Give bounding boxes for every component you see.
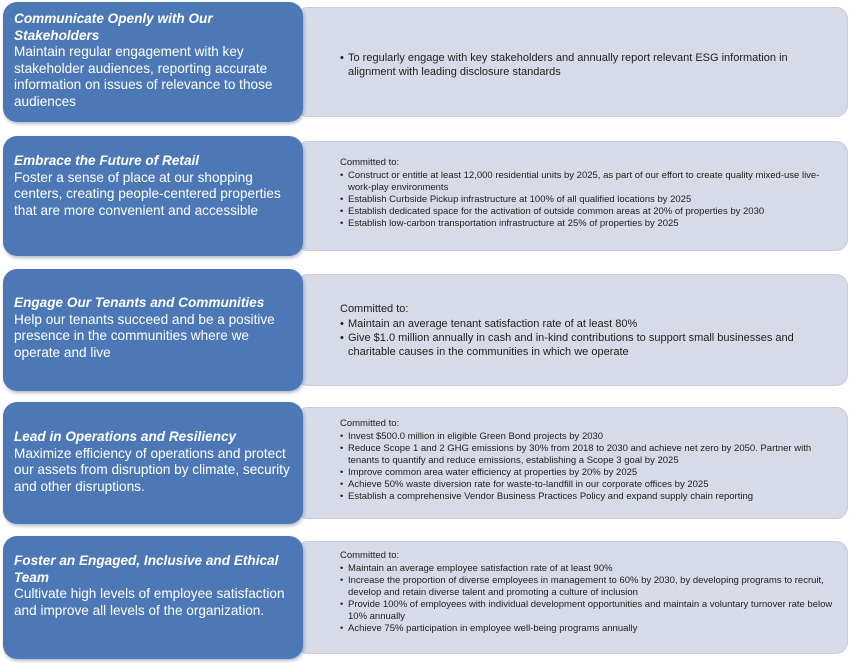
committed-label: Committed to: (340, 418, 400, 429)
pillar-row-communicate (0, 2, 850, 122)
commitment-item (340, 206, 836, 218)
commitment-text: Invest $500.0 million in eligible Green Bond projects by 2030 (348, 431, 604, 442)
commitment-item (340, 563, 836, 575)
commitment-item (340, 599, 836, 623)
commitments-list (340, 155, 836, 230)
bullet-icon: • (340, 52, 344, 64)
pillar-description: Help our tenants succeed and be a positive presence in the communities where we operate and live (14, 311, 275, 360)
commitment-item (340, 575, 836, 599)
commitment-item (340, 51, 836, 79)
commitment-text: Improve common area water efficiency at properties by 20% by 2025 (348, 467, 638, 478)
bullet-icon: • (340, 170, 344, 181)
commitment-item (340, 491, 836, 503)
pillar-description: Maintain regular engagement with key stakeholder audiences, reporting accurate information on issues of relevance to those audiences (14, 44, 273, 109)
pillar-row-operations (0, 402, 850, 524)
commitments-list (340, 51, 836, 79)
commitment-item (340, 431, 836, 443)
bullet-icon: • (340, 218, 344, 229)
bullet-icon: • (340, 479, 344, 490)
commitment-text: Increase the proportion of diverse employees in management to 60% by 2030, by developing programs to recruit, develop and retain diverse talent and promoting a culture of inclusion (348, 575, 824, 598)
pillar-title: Embrace the Future of Retail (14, 153, 200, 168)
pillar-heading-box (3, 402, 303, 524)
commitment-text: Establish a comprehensive Vendor Business Practices Policy and expand supply chain reporting (348, 491, 754, 502)
commitment-text: Reduce Scope 1 and 2 GHG emissions by 30% from 2018 to 2030 and achieve net zero by 2050. Partner with tenants to quantify and reduce emissions, establishing a Scope 3 goal by 2025 (348, 443, 812, 466)
commitment-item (340, 218, 836, 230)
commitment-item (340, 467, 836, 479)
pillar-title: Communicate Openly with Our Stakeholders (14, 11, 213, 43)
commitment-text: Maintain an average tenant satisfaction rate of at least 80% (348, 318, 638, 330)
pillar-description: Cultivate high levels of employee satisfaction and improve all levels of the organization. (14, 586, 285, 618)
commitment-text: Achieve 75% participation in employee well-being programs annually (348, 623, 638, 634)
pillar-row-team (0, 536, 850, 659)
commitments-list (340, 301, 836, 359)
commitment-text: Achieve 50% waste diversion rate for waste-to-landfill in our corporate offices by 2025 (348, 479, 709, 490)
bullet-icon: • (340, 467, 344, 478)
pillar-description: Foster a sense of place at our shopping centers, creating people-centered properties that are more convenient and accessible (14, 169, 281, 218)
commitment-item (340, 194, 836, 206)
commitment-item (340, 623, 836, 635)
pillar-row-retail (0, 136, 850, 256)
commitment-text: Establish dedicated space for the activation of outside common areas at 20% of properties by 2030 (348, 206, 765, 217)
commitment-item (340, 331, 836, 359)
commitment-text: Establish Curbside Pickup infrastructure at 100% of all qualified locations by 2025 (348, 194, 692, 205)
commitment-text: To regularly engage with key stakeholders and annually report relevant ESG information in alignment with leading disclosure standards (348, 52, 788, 78)
pillar-heading-box (3, 269, 303, 391)
commitment-item (340, 479, 836, 491)
pillar-heading-box (3, 536, 303, 659)
bullet-icon: • (340, 575, 344, 586)
committed-label: Committed to: (340, 157, 400, 168)
commitments-list (340, 548, 836, 635)
commitment-item (340, 317, 836, 331)
pillar-description: Maximize efficiency of operations and protect our assets from disruption by climate, security and other disruptions. (14, 445, 290, 494)
bullet-icon: • (340, 194, 344, 205)
bullet-icon: • (340, 623, 344, 634)
bullet-icon: • (340, 443, 344, 454)
commitment-text: Provide 100% of employees with individual development opportunities and maintain a voluntary turnover rate below 10% annually (348, 599, 833, 622)
commitment-text: Maintain an average employee satisfaction rate of at least 90% (348, 563, 613, 574)
pillar-title: Foster an Engaged, Inclusive and Ethical Team (14, 553, 279, 585)
commitments-list (340, 416, 836, 503)
bullet-icon: • (340, 491, 344, 502)
commitment-text: Give $1.0 million annually in cash and in-kind contributions to support small businesses and charitable causes in the communities in which we operate (348, 332, 794, 358)
pillar-row-tenants (0, 269, 850, 391)
committed-label: Committed to: (340, 550, 400, 561)
bullet-icon: • (340, 332, 344, 344)
commitment-item (340, 443, 836, 467)
pillar-heading-box (3, 136, 303, 256)
pillar-title: Lead in Operations and Resiliency (14, 429, 237, 444)
bullet-icon: • (340, 563, 344, 574)
bullet-icon: • (340, 431, 344, 442)
commitment-text: Establish low-carbon transportation infrastructure at 25% of properties by 2025 (348, 218, 679, 229)
bullet-icon: • (340, 318, 344, 330)
pillar-heading-box (3, 2, 303, 122)
committed-label: Committed to: (340, 303, 409, 315)
commitment-text: Construct or entitle at least 12,000 residential units by 2025, as part of our effort to create quality mixed-use live-work-play environments (348, 170, 820, 193)
commitment-item (340, 170, 836, 194)
bullet-icon: • (340, 599, 344, 610)
pillar-title: Engage Our Tenants and Communities (14, 295, 265, 310)
bullet-icon: • (340, 206, 344, 217)
